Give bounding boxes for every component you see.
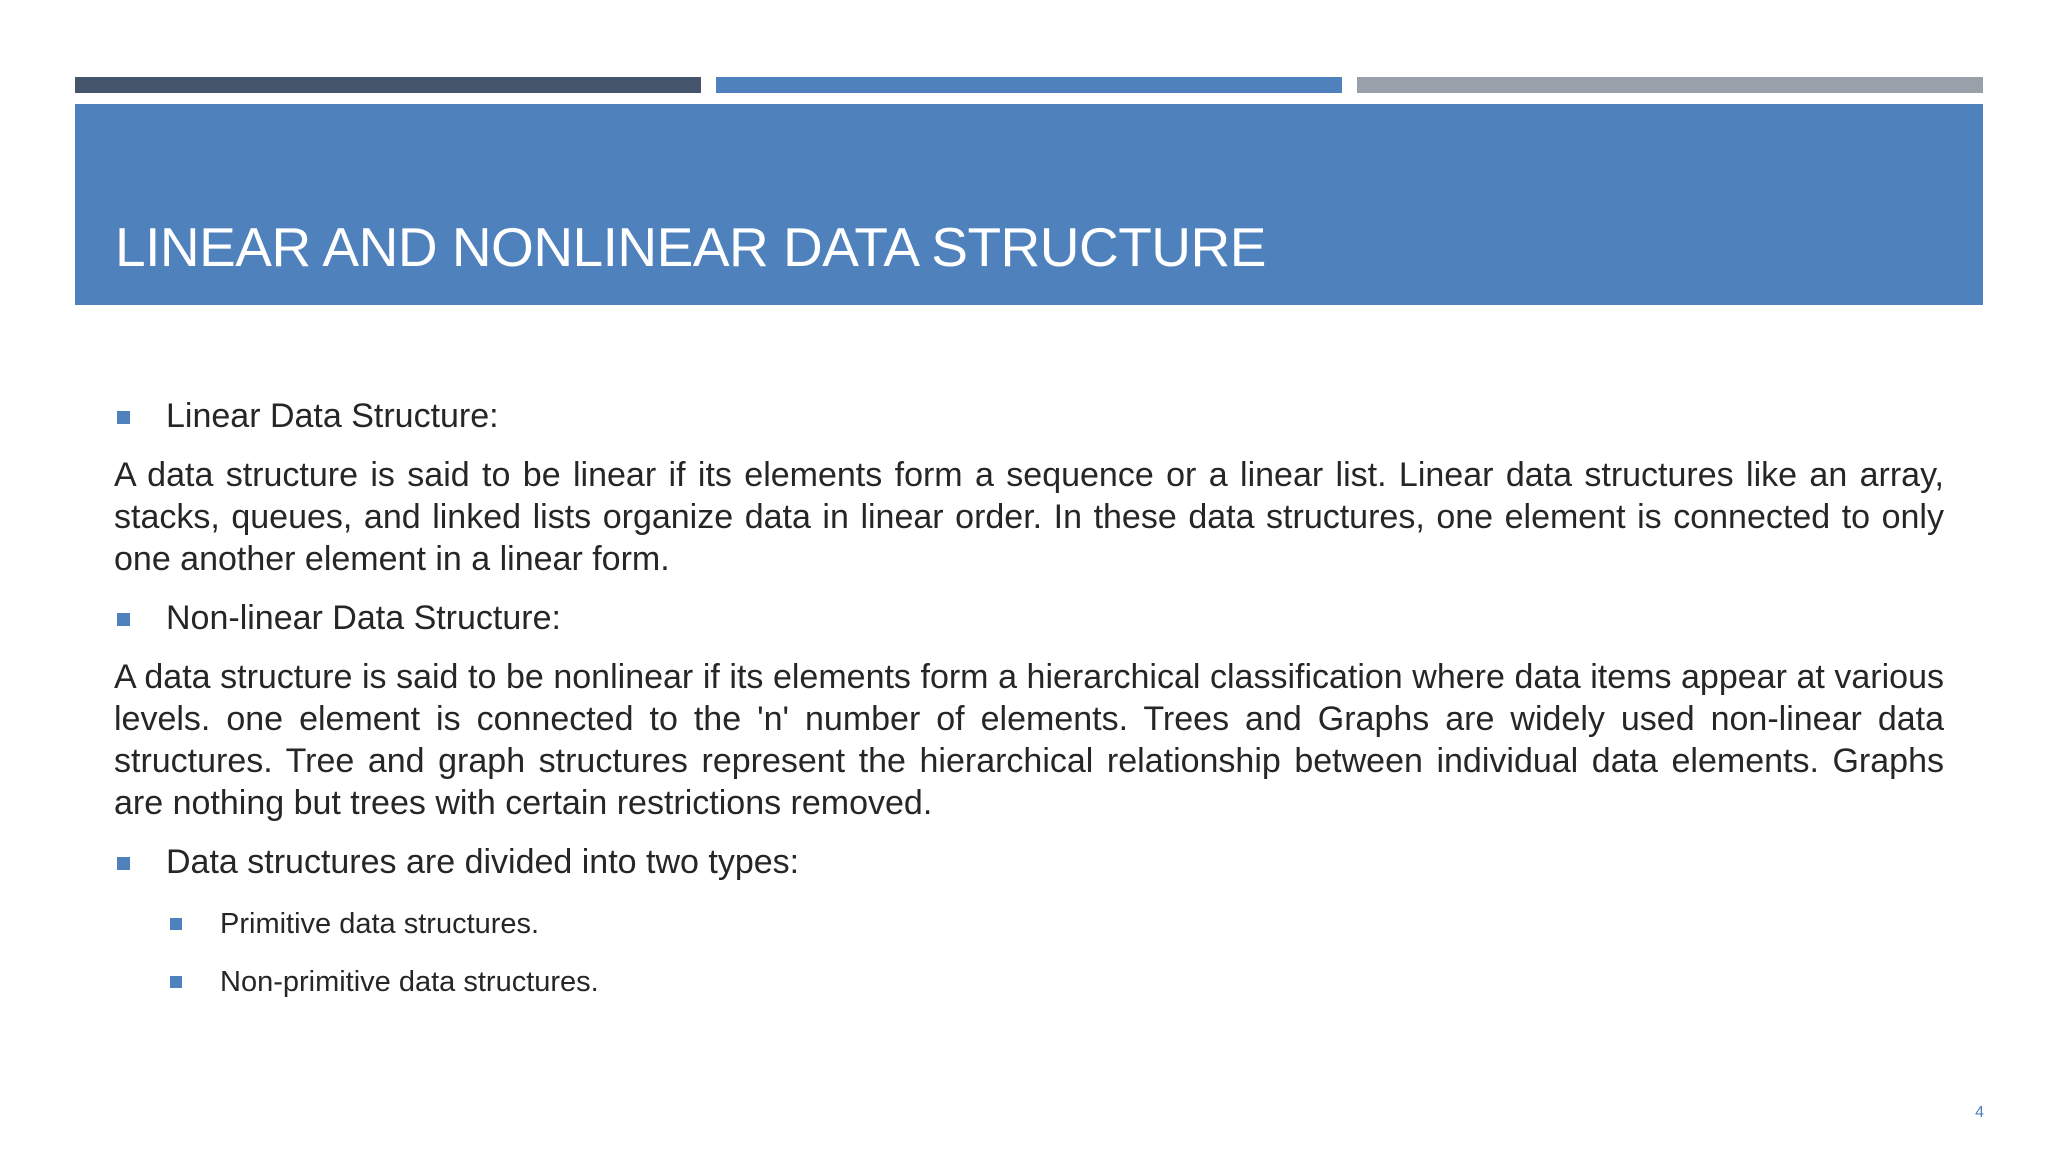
slide-body <box>114 392 1944 1004</box>
paragraph-linear: A data structure is said to be linear if its elements form a sequence or a linear list. Linear data structures like an array, stacks, queues, and linked lists organize data in linear order. In these data structures, one element is connected to only one another element in a linear form. <box>114 456 1944 578</box>
square-bullet-icon <box>117 857 130 870</box>
page-number: 4 <box>1975 1104 1984 1121</box>
subitem-primitive <box>114 902 1944 946</box>
subitem-label: Primitive data structures. <box>220 908 540 940</box>
bullet-heading: Linear Data Structure: <box>166 397 499 435</box>
title-band <box>75 104 1983 305</box>
slide-title: LINEAR AND NONLINEAR DATA STRUCTURE <box>115 216 1266 278</box>
subitem-non-primitive <box>114 960 1944 1004</box>
square-bullet-icon <box>170 976 182 988</box>
square-bullet-icon <box>170 918 182 930</box>
bullet-types <box>114 838 1944 886</box>
top-accent-bar-dark <box>75 77 701 93</box>
top-accent-bar-gray <box>1357 77 1983 93</box>
top-accent-bar-blue <box>716 77 1342 93</box>
bullet-linear <box>114 392 1944 440</box>
subitem-label: Non-primitive data structures. <box>220 966 599 998</box>
bullet-heading: Data structures are divided into two types: <box>166 843 800 881</box>
square-bullet-icon <box>117 613 130 626</box>
square-bullet-icon <box>117 411 130 424</box>
bullet-heading: Non-linear Data Structure: <box>166 599 561 637</box>
paragraph-nonlinear: A data structure is said to be nonlinear if its elements form a hierarchical classification where data items appear at various levels. one element is connected to the 'n' number of elements. Trees and Graphs are widely used non-linear data structures. Tree and graph structures represent the hierarchical relationship between individual data elements. Graphs are nothing but trees with certain restrictions removed. <box>114 658 1944 822</box>
bullet-nonlinear <box>114 594 1944 642</box>
